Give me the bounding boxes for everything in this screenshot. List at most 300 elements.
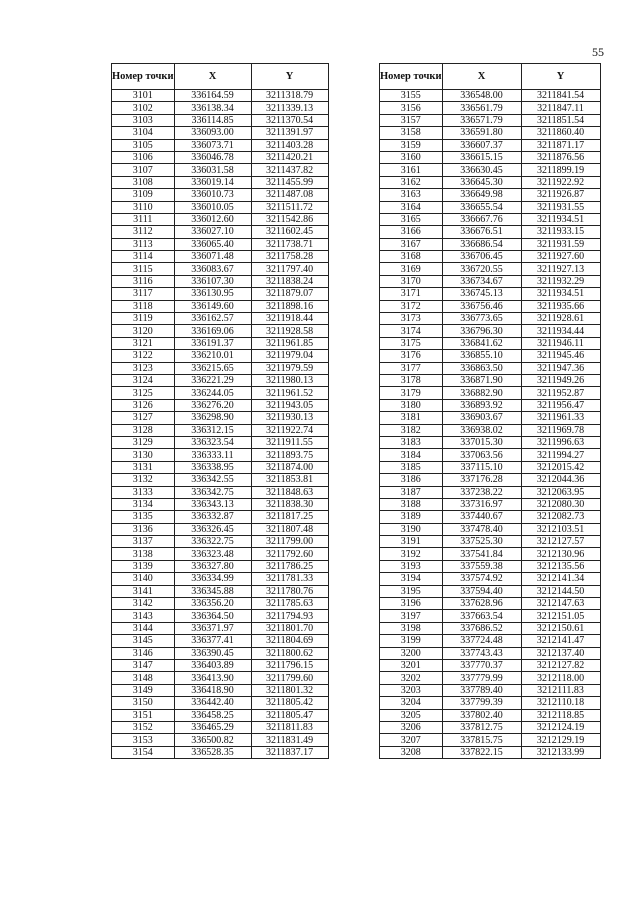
table-row: [380, 251, 601, 263]
y-coordinate-cell: 3211952.87: [521, 387, 600, 399]
y-coordinate-cell: 3211837.17: [251, 746, 328, 758]
y-coordinate-cell: 3211847.11: [521, 102, 600, 114]
y-coordinate-cell: 3212082.73: [521, 511, 600, 523]
y-coordinate-cell: 3211934.51: [521, 213, 600, 225]
x-coordinate-cell: 336221.29: [174, 374, 251, 386]
table-row: [112, 325, 329, 337]
y-coordinate-cell: 3211841.54: [521, 90, 600, 102]
y-coordinate-cell: 3211437.82: [251, 164, 328, 176]
y-coordinate-cell: 3211911.55: [251, 436, 328, 448]
x-coordinate-cell: 336071.48: [174, 251, 251, 263]
x-coordinate-cell: 336871.90: [442, 374, 521, 386]
x-coordinate-cell: 336345.88: [174, 585, 251, 597]
y-coordinate-cell: 3211800.62: [251, 647, 328, 659]
point-number-cell: 3136: [112, 523, 175, 535]
header-x: X: [174, 64, 251, 90]
point-number-cell: 3143: [112, 610, 175, 622]
x-coordinate-cell: 336500.82: [174, 734, 251, 746]
point-number-cell: 3126: [112, 399, 175, 411]
point-number-cell: 3118: [112, 300, 175, 312]
x-coordinate-cell: 337574.92: [442, 573, 521, 585]
table-row: [380, 176, 601, 188]
point-number-cell: 3138: [112, 548, 175, 560]
x-coordinate-cell: 336667.76: [442, 213, 521, 225]
point-number-cell: 3130: [112, 449, 175, 461]
x-coordinate-cell: 336012.60: [174, 213, 251, 225]
y-coordinate-cell: 3212110.18: [521, 697, 600, 709]
y-coordinate-cell: 3212111.83: [521, 684, 600, 696]
point-number-cell: 3182: [380, 424, 443, 436]
x-coordinate-cell: 336938.02: [442, 424, 521, 436]
table-row: [112, 560, 329, 572]
point-number-cell: 3208: [380, 746, 443, 758]
y-coordinate-cell: 3211931.59: [521, 238, 600, 250]
y-coordinate-cell: 3211922.74: [251, 424, 328, 436]
x-coordinate-cell: 336334.99: [174, 573, 251, 585]
x-coordinate-cell: 336528.35: [174, 746, 251, 758]
point-number-cell: 3149: [112, 684, 175, 696]
point-number-cell: 3201: [380, 659, 443, 671]
x-coordinate-cell: 336893.92: [442, 399, 521, 411]
table-header-row: [380, 64, 601, 90]
table-row: [112, 498, 329, 510]
x-coordinate-cell: 336645.30: [442, 176, 521, 188]
point-number-cell: 3196: [380, 598, 443, 610]
table-row: [112, 684, 329, 696]
table-row: [380, 498, 601, 510]
x-coordinate-cell: 336571.79: [442, 114, 521, 126]
point-number-cell: 3150: [112, 697, 175, 709]
y-coordinate-cell: 3212080.30: [521, 498, 600, 510]
x-coordinate-cell: 336371.97: [174, 622, 251, 634]
y-coordinate-cell: 3212015.42: [521, 461, 600, 473]
table-row: [380, 374, 601, 386]
table-row: [380, 610, 601, 622]
x-coordinate-cell: 336745.13: [442, 288, 521, 300]
point-number-cell: 3111: [112, 213, 175, 225]
y-coordinate-cell: 3211781.33: [251, 573, 328, 585]
x-coordinate-cell: 336734.67: [442, 275, 521, 287]
y-coordinate-cell: 3211831.49: [251, 734, 328, 746]
y-coordinate-cell: 3211979.04: [251, 350, 328, 362]
y-coordinate-cell: 3211969.78: [521, 424, 600, 436]
table-row: [380, 275, 601, 287]
table-row: [112, 337, 329, 349]
x-coordinate-cell: 337724.48: [442, 635, 521, 647]
point-number-cell: 3117: [112, 288, 175, 300]
point-number-cell: 3202: [380, 672, 443, 684]
point-number-cell: 3108: [112, 176, 175, 188]
x-coordinate-cell: 336327.80: [174, 560, 251, 572]
point-number-cell: 3187: [380, 486, 443, 498]
y-coordinate-cell: 3211928.61: [521, 313, 600, 325]
table-row: [112, 721, 329, 733]
x-coordinate-cell: 336607.37: [442, 139, 521, 151]
table-row: [380, 721, 601, 733]
point-number-cell: 3104: [112, 127, 175, 139]
x-coordinate-cell: 336442.40: [174, 697, 251, 709]
point-number-cell: 3109: [112, 189, 175, 201]
y-coordinate-cell: 3211933.15: [521, 226, 600, 238]
header-x: X: [442, 64, 521, 90]
x-coordinate-cell: 336342.55: [174, 474, 251, 486]
header-point-number: Номер точки: [112, 64, 175, 90]
x-coordinate-cell: 336706.45: [442, 251, 521, 263]
point-number-cell: 3156: [380, 102, 443, 114]
x-coordinate-cell: 336326.45: [174, 523, 251, 535]
point-number-cell: 3181: [380, 412, 443, 424]
y-coordinate-cell: 3211738.71: [251, 238, 328, 250]
table-row: [380, 672, 601, 684]
x-coordinate-cell: 337770.37: [442, 659, 521, 671]
x-coordinate-cell: 336276.20: [174, 399, 251, 411]
x-coordinate-cell: 337115.10: [442, 461, 521, 473]
point-number-cell: 3120: [112, 325, 175, 337]
x-coordinate-cell: 337176.28: [442, 474, 521, 486]
y-coordinate-cell: 3211785.63: [251, 598, 328, 610]
table-row: [112, 436, 329, 448]
y-coordinate-cell: 3211807.48: [251, 523, 328, 535]
point-number-cell: 3144: [112, 622, 175, 634]
table-row: [112, 486, 329, 498]
y-coordinate-cell: 3211893.75: [251, 449, 328, 461]
point-number-cell: 3162: [380, 176, 443, 188]
point-number-cell: 3172: [380, 300, 443, 312]
point-number-cell: 3163: [380, 189, 443, 201]
x-coordinate-cell: 336130.95: [174, 288, 251, 300]
x-coordinate-cell: 336323.48: [174, 548, 251, 560]
table-row: [112, 362, 329, 374]
table-row: [380, 288, 601, 300]
x-coordinate-cell: 336615.15: [442, 151, 521, 163]
y-coordinate-cell: 3211851.54: [521, 114, 600, 126]
table-row: [380, 263, 601, 275]
x-coordinate-cell: 337686.52: [442, 622, 521, 634]
table-row: [112, 622, 329, 634]
point-number-cell: 3160: [380, 151, 443, 163]
y-coordinate-cell: 3211961.52: [251, 387, 328, 399]
table-row: [112, 90, 329, 102]
point-number-cell: 3157: [380, 114, 443, 126]
y-coordinate-cell: 3211979.59: [251, 362, 328, 374]
y-coordinate-cell: 3211403.28: [251, 139, 328, 151]
x-coordinate-cell: 336686.54: [442, 238, 521, 250]
point-number-cell: 3129: [112, 436, 175, 448]
x-coordinate-cell: 336855.10: [442, 350, 521, 362]
table-row: [112, 659, 329, 671]
table-header-row: [112, 64, 329, 90]
x-coordinate-cell: 337812.75: [442, 721, 521, 733]
table-row: [380, 399, 601, 411]
table-row: [380, 560, 601, 572]
y-coordinate-cell: 3211943.05: [251, 399, 328, 411]
table-row: [380, 659, 601, 671]
table-row: [112, 238, 329, 250]
table-row: [112, 176, 329, 188]
point-number-cell: 3106: [112, 151, 175, 163]
y-coordinate-cell: 3211542.86: [251, 213, 328, 225]
x-coordinate-cell: 336390.45: [174, 647, 251, 659]
y-coordinate-cell: 3211805.47: [251, 709, 328, 721]
y-coordinate-cell: 3212151.05: [521, 610, 600, 622]
point-number-cell: 3176: [380, 350, 443, 362]
point-number-cell: 3195: [380, 585, 443, 597]
point-number-cell: 3206: [380, 721, 443, 733]
y-coordinate-cell: 3211926.87: [521, 189, 600, 201]
x-coordinate-cell: 336010.05: [174, 201, 251, 213]
y-coordinate-cell: 3212127.82: [521, 659, 600, 671]
x-coordinate-cell: 336882.90: [442, 387, 521, 399]
table-row: [380, 449, 601, 461]
table-row: [112, 300, 329, 312]
x-coordinate-cell: 337822.15: [442, 746, 521, 758]
point-number-cell: 3177: [380, 362, 443, 374]
x-coordinate-cell: 337478.40: [442, 523, 521, 535]
y-coordinate-cell: 3211853.81: [251, 474, 328, 486]
x-coordinate-cell: 336458.25: [174, 709, 251, 721]
y-coordinate-cell: 3211420.21: [251, 151, 328, 163]
table-row: [380, 697, 601, 709]
x-coordinate-cell: 336149.60: [174, 300, 251, 312]
coordinates-table-left: [111, 63, 329, 759]
x-coordinate-cell: 336548.00: [442, 90, 521, 102]
point-number-cell: 3164: [380, 201, 443, 213]
table-row: [112, 610, 329, 622]
point-number-cell: 3189: [380, 511, 443, 523]
y-coordinate-cell: 3211928.58: [251, 325, 328, 337]
y-coordinate-cell: 3211946.11: [521, 337, 600, 349]
header-y: Y: [521, 64, 600, 90]
point-number-cell: 3154: [112, 746, 175, 758]
y-coordinate-cell: 3211792.60: [251, 548, 328, 560]
y-coordinate-cell: 3211871.17: [521, 139, 600, 151]
x-coordinate-cell: 337743.43: [442, 647, 521, 659]
y-coordinate-cell: 3211797.40: [251, 263, 328, 275]
table-row: [112, 523, 329, 535]
table-row: [112, 387, 329, 399]
y-coordinate-cell: 3212130.96: [521, 548, 600, 560]
point-number-cell: 3107: [112, 164, 175, 176]
x-coordinate-cell: 336377.41: [174, 635, 251, 647]
point-number-cell: 3175: [380, 337, 443, 349]
y-coordinate-cell: 3211801.70: [251, 622, 328, 634]
x-coordinate-cell: 337628.96: [442, 598, 521, 610]
table-row: [380, 412, 601, 424]
table-row: [380, 325, 601, 337]
x-coordinate-cell: 336338.95: [174, 461, 251, 473]
table-row: [380, 213, 601, 225]
y-coordinate-cell: 3211931.55: [521, 201, 600, 213]
point-number-cell: 3174: [380, 325, 443, 337]
table-row: [380, 127, 601, 139]
x-coordinate-cell: 336773.65: [442, 313, 521, 325]
point-number-cell: 3204: [380, 697, 443, 709]
point-number-cell: 3197: [380, 610, 443, 622]
point-number-cell: 3115: [112, 263, 175, 275]
y-coordinate-cell: 3211811.83: [251, 721, 328, 733]
y-coordinate-cell: 3211935.66: [521, 300, 600, 312]
y-coordinate-cell: 3211799.60: [251, 672, 328, 684]
table-row: [380, 734, 601, 746]
point-number-cell: 3171: [380, 288, 443, 300]
y-coordinate-cell: 3212147.63: [521, 598, 600, 610]
x-coordinate-cell: 337799.39: [442, 697, 521, 709]
table-row: [112, 127, 329, 139]
table-row: [380, 585, 601, 597]
point-number-cell: 3141: [112, 585, 175, 597]
table-row: [112, 449, 329, 461]
table-row: [380, 238, 601, 250]
y-coordinate-cell: 3212150.61: [521, 622, 600, 634]
x-coordinate-cell: 336413.90: [174, 672, 251, 684]
point-number-cell: 3105: [112, 139, 175, 151]
header-y: Y: [251, 64, 328, 90]
x-coordinate-cell: 336027.10: [174, 226, 251, 238]
y-coordinate-cell: 3211860.40: [521, 127, 600, 139]
x-coordinate-cell: 337815.75: [442, 734, 521, 746]
point-number-cell: 3165: [380, 213, 443, 225]
x-coordinate-cell: 336364.50: [174, 610, 251, 622]
point-number-cell: 3184: [380, 449, 443, 461]
x-coordinate-cell: 337541.84: [442, 548, 521, 560]
table-row: [112, 350, 329, 362]
x-coordinate-cell: 336312.15: [174, 424, 251, 436]
y-coordinate-cell: 3211945.46: [521, 350, 600, 362]
table-row: [112, 164, 329, 176]
x-coordinate-cell: 336343.13: [174, 498, 251, 510]
y-coordinate-cell: 3211927.13: [521, 263, 600, 275]
x-coordinate-cell: 336465.29: [174, 721, 251, 733]
x-coordinate-cell: 336342.75: [174, 486, 251, 498]
table-row: [380, 486, 601, 498]
y-coordinate-cell: 3211980.13: [251, 374, 328, 386]
table-row: [112, 226, 329, 238]
y-coordinate-cell: 3211796.15: [251, 659, 328, 671]
table-row: [380, 102, 601, 114]
x-coordinate-cell: 336298.90: [174, 412, 251, 424]
point-number-cell: 3127: [112, 412, 175, 424]
y-coordinate-cell: 3211961.85: [251, 337, 328, 349]
table-row: [380, 313, 601, 325]
table-row: [380, 647, 601, 659]
table-row: [112, 201, 329, 213]
table-row: [112, 585, 329, 597]
table-row: [380, 461, 601, 473]
y-coordinate-cell: 3211780.76: [251, 585, 328, 597]
y-coordinate-cell: 3211898.16: [251, 300, 328, 312]
x-coordinate-cell: 337238.22: [442, 486, 521, 498]
x-coordinate-cell: 336210.01: [174, 350, 251, 362]
y-coordinate-cell: 3211794.93: [251, 610, 328, 622]
point-number-cell: 3166: [380, 226, 443, 238]
x-coordinate-cell: 336591.80: [442, 127, 521, 139]
table-row: [112, 461, 329, 473]
y-coordinate-cell: 3211805.42: [251, 697, 328, 709]
table-row: [380, 139, 601, 151]
point-number-cell: 3116: [112, 275, 175, 287]
table-row: [380, 746, 601, 758]
point-number-cell: 3193: [380, 560, 443, 572]
x-coordinate-cell: 337802.40: [442, 709, 521, 721]
table-row: [380, 387, 601, 399]
table-row: [112, 151, 329, 163]
point-number-cell: 3139: [112, 560, 175, 572]
y-coordinate-cell: 3211899.19: [521, 164, 600, 176]
table-row: [112, 102, 329, 114]
table-row: [380, 622, 601, 634]
y-coordinate-cell: 3212133.99: [521, 746, 600, 758]
y-coordinate-cell: 3211838.30: [251, 498, 328, 510]
y-coordinate-cell: 3212141.47: [521, 635, 600, 647]
point-number-cell: 3113: [112, 238, 175, 250]
table-row: [112, 412, 329, 424]
y-coordinate-cell: 3211758.28: [251, 251, 328, 263]
point-number-cell: 3151: [112, 709, 175, 721]
point-number-cell: 3112: [112, 226, 175, 238]
x-coordinate-cell: 336164.59: [174, 90, 251, 102]
table-row: [112, 672, 329, 684]
point-number-cell: 3185: [380, 461, 443, 473]
point-number-cell: 3125: [112, 387, 175, 399]
x-coordinate-cell: 337594.40: [442, 585, 521, 597]
x-coordinate-cell: 336138.34: [174, 102, 251, 114]
y-coordinate-cell: 3211994.27: [521, 449, 600, 461]
table-row: [380, 90, 601, 102]
y-coordinate-cell: 3211318.79: [251, 90, 328, 102]
y-coordinate-cell: 3212141.34: [521, 573, 600, 585]
x-coordinate-cell: 337525.30: [442, 536, 521, 548]
table-row: [380, 362, 601, 374]
table-row: [380, 709, 601, 721]
x-coordinate-cell: 337440.67: [442, 511, 521, 523]
x-coordinate-cell: 336655.54: [442, 201, 521, 213]
y-coordinate-cell: 3212103.51: [521, 523, 600, 535]
y-coordinate-cell: 3212118.85: [521, 709, 600, 721]
point-number-cell: 3203: [380, 684, 443, 696]
table-row: [112, 189, 329, 201]
point-number-cell: 3140: [112, 573, 175, 585]
point-number-cell: 3134: [112, 498, 175, 510]
table-row: [112, 548, 329, 560]
point-number-cell: 3198: [380, 622, 443, 634]
y-coordinate-cell: 3211918.44: [251, 313, 328, 325]
point-number-cell: 3148: [112, 672, 175, 684]
point-number-cell: 3123: [112, 362, 175, 374]
point-number-cell: 3179: [380, 387, 443, 399]
table-row: [380, 114, 601, 126]
x-coordinate-cell: 337015.30: [442, 436, 521, 448]
table-row: [112, 647, 329, 659]
y-coordinate-cell: 3211932.29: [521, 275, 600, 287]
table-row: [380, 684, 601, 696]
y-coordinate-cell: 3211817.25: [251, 511, 328, 523]
point-number-cell: 3121: [112, 337, 175, 349]
table-row: [112, 573, 329, 585]
table-row: [112, 251, 329, 263]
point-number-cell: 3167: [380, 238, 443, 250]
table-row: [380, 151, 601, 163]
table-row: [112, 536, 329, 548]
point-number-cell: 3153: [112, 734, 175, 746]
y-coordinate-cell: 3211934.44: [521, 325, 600, 337]
x-coordinate-cell: 337779.99: [442, 672, 521, 684]
x-coordinate-cell: 337316.97: [442, 498, 521, 510]
table-row: [380, 164, 601, 176]
table-row: [112, 313, 329, 325]
point-number-cell: 3152: [112, 721, 175, 733]
table-row: [112, 511, 329, 523]
y-coordinate-cell: 3211799.00: [251, 536, 328, 548]
